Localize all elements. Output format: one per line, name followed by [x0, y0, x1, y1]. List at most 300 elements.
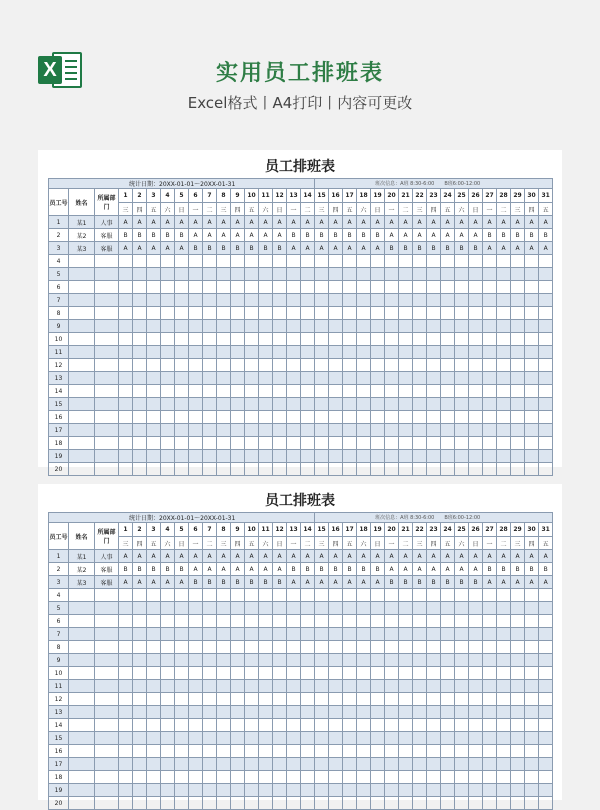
empty-cell[interactable] [203, 745, 217, 758]
shift-cell[interactable]: A [427, 216, 441, 229]
empty-cell[interactable] [259, 589, 273, 602]
empty-cell[interactable] [469, 281, 483, 294]
shift-cell[interactable]: A [119, 242, 133, 255]
empty-cell[interactable] [245, 706, 259, 719]
empty-cell[interactable] [399, 680, 413, 693]
empty-cell[interactable] [385, 463, 399, 476]
empty-cell[interactable] [385, 706, 399, 719]
empty-cell[interactable] [413, 706, 427, 719]
shift-cell[interactable]: A [133, 216, 147, 229]
empty-cell[interactable] [483, 784, 497, 797]
shift-cell[interactable]: B [511, 563, 525, 576]
empty-cell[interactable] [203, 732, 217, 745]
empty-cell[interactable] [329, 372, 343, 385]
empty-cell[interactable] [119, 784, 133, 797]
empty-cell[interactable] [413, 346, 427, 359]
empty-cell[interactable] [161, 307, 175, 320]
empty-cell[interactable] [371, 268, 385, 281]
empty-cell[interactable] [69, 667, 95, 680]
empty-cell[interactable] [469, 346, 483, 359]
empty-cell[interactable] [217, 602, 231, 615]
empty-cell[interactable] [95, 654, 119, 667]
empty-cell[interactable] [399, 268, 413, 281]
empty-cell[interactable] [245, 333, 259, 346]
empty-cell[interactable] [273, 797, 287, 810]
empty-cell[interactable] [455, 667, 469, 680]
shift-cell[interactable]: B [413, 242, 427, 255]
empty-cell[interactable] [273, 784, 287, 797]
empty-cell[interactable] [427, 732, 441, 745]
empty-cell[interactable] [413, 268, 427, 281]
empty-cell[interactable] [483, 255, 497, 268]
empty-cell[interactable] [399, 294, 413, 307]
empty-cell[interactable] [441, 771, 455, 784]
shift-cell[interactable]: B [399, 242, 413, 255]
empty-cell[interactable] [231, 589, 245, 602]
empty-cell[interactable] [427, 281, 441, 294]
empty-cell[interactable] [455, 797, 469, 810]
empty-cell[interactable] [189, 732, 203, 745]
empty-cell[interactable] [525, 667, 539, 680]
empty-cell[interactable] [231, 732, 245, 745]
empty-cell[interactable] [217, 346, 231, 359]
empty-cell[interactable] [119, 706, 133, 719]
empty-cell[interactable] [385, 667, 399, 680]
empty-cell[interactable] [399, 333, 413, 346]
empty-cell[interactable] [469, 615, 483, 628]
empty-cell[interactable] [259, 307, 273, 320]
empty-cell[interactable] [301, 654, 315, 667]
empty-cell[interactable] [161, 411, 175, 424]
empty-cell[interactable] [301, 797, 315, 810]
empty-cell[interactable] [497, 320, 511, 333]
empty-cell[interactable] [511, 437, 525, 450]
empty-cell[interactable] [189, 346, 203, 359]
shift-cell[interactable]: A [231, 563, 245, 576]
empty-cell[interactable] [217, 450, 231, 463]
empty-cell[interactable] [539, 307, 553, 320]
shift-cell[interactable]: B [119, 229, 133, 242]
shift-cell[interactable]: B [231, 242, 245, 255]
empty-cell[interactable] [133, 732, 147, 745]
empty-cell[interactable] [119, 294, 133, 307]
empty-cell[interactable] [511, 320, 525, 333]
empty-cell[interactable] [525, 333, 539, 346]
empty-cell[interactable] [497, 602, 511, 615]
empty-cell[interactable] [511, 424, 525, 437]
shift-cell[interactable]: A [483, 216, 497, 229]
empty-cell[interactable] [133, 346, 147, 359]
empty-cell[interactable] [217, 281, 231, 294]
empty-cell[interactable] [525, 320, 539, 333]
shift-cell[interactable]: B [539, 563, 553, 576]
empty-cell[interactable] [147, 628, 161, 641]
empty-cell[interactable] [231, 680, 245, 693]
empty-cell[interactable] [259, 719, 273, 732]
empty-cell[interactable] [133, 706, 147, 719]
empty-cell[interactable] [441, 615, 455, 628]
empty-cell[interactable] [511, 359, 525, 372]
cell-no[interactable]: 7 [49, 294, 69, 307]
empty-cell[interactable] [371, 641, 385, 654]
empty-cell[interactable] [427, 385, 441, 398]
empty-cell[interactable] [427, 255, 441, 268]
cell-name[interactable]: 某2 [69, 229, 95, 242]
empty-cell[interactable] [525, 463, 539, 476]
empty-cell[interactable] [259, 450, 273, 463]
empty-cell[interactable] [329, 771, 343, 784]
empty-cell[interactable] [427, 346, 441, 359]
shift-cell[interactable]: A [441, 216, 455, 229]
empty-cell[interactable] [427, 706, 441, 719]
shift-cell[interactable]: A [455, 229, 469, 242]
empty-cell[interactable] [427, 641, 441, 654]
empty-cell[interactable] [119, 667, 133, 680]
empty-cell[interactable] [175, 680, 189, 693]
empty-cell[interactable] [525, 745, 539, 758]
shift-cell[interactable]: A [245, 216, 259, 229]
shift-cell[interactable]: B [301, 563, 315, 576]
empty-cell[interactable] [329, 320, 343, 333]
empty-cell[interactable] [497, 294, 511, 307]
cell-no[interactable]: 13 [49, 372, 69, 385]
empty-cell[interactable] [399, 693, 413, 706]
empty-cell[interactable] [539, 281, 553, 294]
empty-cell[interactable] [161, 745, 175, 758]
cell-no[interactable]: 18 [49, 437, 69, 450]
empty-cell[interactable] [119, 771, 133, 784]
empty-cell[interactable] [315, 641, 329, 654]
empty-cell[interactable] [273, 719, 287, 732]
empty-cell[interactable] [343, 771, 357, 784]
empty-cell[interactable] [427, 424, 441, 437]
empty-cell[interactable] [371, 706, 385, 719]
empty-cell[interactable] [231, 346, 245, 359]
empty-cell[interactable] [119, 745, 133, 758]
empty-cell[interactable] [357, 424, 371, 437]
empty-cell[interactable] [273, 320, 287, 333]
empty-cell[interactable] [357, 307, 371, 320]
empty-cell[interactable] [119, 398, 133, 411]
empty-cell[interactable] [161, 706, 175, 719]
empty-cell[interactable] [217, 693, 231, 706]
empty-cell[interactable] [371, 294, 385, 307]
empty-cell[interactable] [287, 294, 301, 307]
empty-cell[interactable] [119, 307, 133, 320]
empty-cell[interactable] [95, 602, 119, 615]
empty-cell[interactable] [315, 294, 329, 307]
shift-cell[interactable]: A [413, 229, 427, 242]
shift-cell[interactable]: B [483, 563, 497, 576]
empty-cell[interactable] [203, 359, 217, 372]
empty-cell[interactable] [147, 641, 161, 654]
empty-cell[interactable] [525, 398, 539, 411]
cell-no[interactable]: 8 [49, 307, 69, 320]
empty-cell[interactable] [95, 255, 119, 268]
empty-cell[interactable] [301, 385, 315, 398]
empty-cell[interactable] [343, 424, 357, 437]
empty-cell[interactable] [315, 320, 329, 333]
empty-cell[interactable] [357, 667, 371, 680]
empty-cell[interactable] [287, 346, 301, 359]
empty-cell[interactable] [371, 589, 385, 602]
empty-cell[interactable] [245, 268, 259, 281]
empty-cell[interactable] [539, 320, 553, 333]
empty-cell[interactable] [497, 693, 511, 706]
empty-cell[interactable] [175, 450, 189, 463]
empty-cell[interactable] [287, 693, 301, 706]
empty-cell[interactable] [245, 589, 259, 602]
empty-cell[interactable] [287, 281, 301, 294]
empty-cell[interactable] [343, 333, 357, 346]
shift-cell[interactable]: A [287, 550, 301, 563]
empty-cell[interactable] [175, 615, 189, 628]
empty-cell[interactable] [203, 706, 217, 719]
empty-cell[interactable] [343, 758, 357, 771]
empty-cell[interactable] [315, 307, 329, 320]
empty-cell[interactable] [525, 732, 539, 745]
shift-cell[interactable]: A [469, 550, 483, 563]
empty-cell[interactable] [455, 333, 469, 346]
shift-cell[interactable]: B [441, 242, 455, 255]
empty-cell[interactable] [539, 745, 553, 758]
empty-cell[interactable] [287, 602, 301, 615]
empty-cell[interactable] [441, 641, 455, 654]
empty-cell[interactable] [69, 680, 95, 693]
cell-no[interactable]: 12 [49, 693, 69, 706]
cell-no[interactable]: 10 [49, 667, 69, 680]
empty-cell[interactable] [273, 771, 287, 784]
shift-cell[interactable]: B [329, 563, 343, 576]
empty-cell[interactable] [175, 693, 189, 706]
empty-cell[interactable] [189, 450, 203, 463]
empty-cell[interactable] [231, 281, 245, 294]
empty-cell[interactable] [413, 372, 427, 385]
shift-cell[interactable]: A [497, 576, 511, 589]
empty-cell[interactable] [427, 615, 441, 628]
empty-cell[interactable] [357, 628, 371, 641]
empty-cell[interactable] [483, 333, 497, 346]
empty-cell[interactable] [259, 784, 273, 797]
empty-cell[interactable] [203, 346, 217, 359]
shift-cell[interactable]: B [455, 242, 469, 255]
empty-cell[interactable] [231, 398, 245, 411]
shift-cell[interactable]: B [119, 563, 133, 576]
shift-cell[interactable]: B [357, 229, 371, 242]
empty-cell[interactable] [315, 797, 329, 810]
empty-cell[interactable] [231, 719, 245, 732]
empty-cell[interactable] [469, 411, 483, 424]
empty-cell[interactable] [231, 602, 245, 615]
empty-cell[interactable] [329, 398, 343, 411]
empty-cell[interactable] [315, 385, 329, 398]
empty-cell[interactable] [95, 268, 119, 281]
empty-cell[interactable] [287, 307, 301, 320]
empty-cell[interactable] [525, 654, 539, 667]
empty-cell[interactable] [231, 615, 245, 628]
empty-cell[interactable] [161, 268, 175, 281]
empty-cell[interactable] [95, 333, 119, 346]
empty-cell[interactable] [455, 450, 469, 463]
empty-cell[interactable] [245, 615, 259, 628]
shift-cell[interactable]: A [217, 550, 231, 563]
empty-cell[interactable] [539, 771, 553, 784]
empty-cell[interactable] [455, 320, 469, 333]
shift-cell[interactable]: A [413, 550, 427, 563]
empty-cell[interactable] [273, 385, 287, 398]
empty-cell[interactable] [343, 693, 357, 706]
empty-cell[interactable] [497, 424, 511, 437]
empty-cell[interactable] [497, 411, 511, 424]
empty-cell[interactable] [483, 385, 497, 398]
empty-cell[interactable] [133, 463, 147, 476]
cell-dept[interactable]: 客服 [95, 229, 119, 242]
empty-cell[interactable] [161, 797, 175, 810]
shift-cell[interactable]: A [259, 229, 273, 242]
empty-cell[interactable] [371, 784, 385, 797]
empty-cell[interactable] [511, 732, 525, 745]
empty-cell[interactable] [287, 654, 301, 667]
empty-cell[interactable] [175, 281, 189, 294]
empty-cell[interactable] [329, 385, 343, 398]
empty-cell[interactable] [413, 797, 427, 810]
empty-cell[interactable] [525, 615, 539, 628]
empty-cell[interactable] [371, 320, 385, 333]
empty-cell[interactable] [399, 255, 413, 268]
empty-cell[interactable] [371, 411, 385, 424]
empty-cell[interactable] [69, 255, 95, 268]
empty-cell[interactable] [469, 320, 483, 333]
empty-cell[interactable] [69, 719, 95, 732]
empty-cell[interactable] [399, 771, 413, 784]
empty-cell[interactable] [539, 693, 553, 706]
shift-cell[interactable]: A [343, 550, 357, 563]
empty-cell[interactable] [413, 437, 427, 450]
empty-cell[interactable] [427, 268, 441, 281]
empty-cell[interactable] [147, 372, 161, 385]
empty-cell[interactable] [189, 281, 203, 294]
cell-no[interactable]: 17 [49, 758, 69, 771]
empty-cell[interactable] [287, 706, 301, 719]
empty-cell[interactable] [455, 758, 469, 771]
empty-cell[interactable] [301, 784, 315, 797]
empty-cell[interactable] [385, 719, 399, 732]
empty-cell[interactable] [357, 732, 371, 745]
empty-cell[interactable] [413, 320, 427, 333]
empty-cell[interactable] [399, 372, 413, 385]
empty-cell[interactable] [69, 359, 95, 372]
empty-cell[interactable] [119, 680, 133, 693]
empty-cell[interactable] [497, 385, 511, 398]
empty-cell[interactable] [483, 294, 497, 307]
empty-cell[interactable] [511, 628, 525, 641]
empty-cell[interactable] [69, 346, 95, 359]
empty-cell[interactable] [357, 294, 371, 307]
empty-cell[interactable] [203, 758, 217, 771]
empty-cell[interactable] [231, 372, 245, 385]
empty-cell[interactable] [259, 615, 273, 628]
empty-cell[interactable] [357, 589, 371, 602]
empty-cell[interactable] [385, 693, 399, 706]
empty-cell[interactable] [189, 385, 203, 398]
empty-cell[interactable] [315, 359, 329, 372]
cell-no[interactable]: 1 [49, 550, 69, 563]
empty-cell[interactable] [245, 307, 259, 320]
empty-cell[interactable] [427, 771, 441, 784]
empty-cell[interactable] [95, 450, 119, 463]
empty-cell[interactable] [273, 424, 287, 437]
empty-cell[interactable] [95, 693, 119, 706]
empty-cell[interactable] [175, 771, 189, 784]
empty-cell[interactable] [69, 333, 95, 346]
empty-cell[interactable] [119, 437, 133, 450]
empty-cell[interactable] [343, 732, 357, 745]
empty-cell[interactable] [357, 758, 371, 771]
shift-cell[interactable]: B [273, 242, 287, 255]
empty-cell[interactable] [357, 719, 371, 732]
empty-cell[interactable] [329, 589, 343, 602]
empty-cell[interactable] [399, 463, 413, 476]
empty-cell[interactable] [329, 424, 343, 437]
cell-no[interactable]: 19 [49, 784, 69, 797]
empty-cell[interactable] [133, 359, 147, 372]
empty-cell[interactable] [441, 450, 455, 463]
shift-cell[interactable]: B [245, 242, 259, 255]
empty-cell[interactable] [217, 745, 231, 758]
empty-cell[interactable] [371, 385, 385, 398]
empty-cell[interactable] [525, 255, 539, 268]
empty-cell[interactable] [175, 411, 189, 424]
empty-cell[interactable] [413, 359, 427, 372]
empty-cell[interactable] [441, 693, 455, 706]
empty-cell[interactable] [119, 333, 133, 346]
empty-cell[interactable] [343, 255, 357, 268]
shift-cell[interactable]: B [371, 563, 385, 576]
empty-cell[interactable] [203, 693, 217, 706]
shift-cell[interactable]: B [539, 229, 553, 242]
empty-cell[interactable] [119, 268, 133, 281]
empty-cell[interactable] [357, 359, 371, 372]
empty-cell[interactable] [385, 294, 399, 307]
shift-cell[interactable]: A [273, 563, 287, 576]
empty-cell[interactable] [539, 589, 553, 602]
empty-cell[interactable] [413, 463, 427, 476]
empty-cell[interactable] [203, 719, 217, 732]
empty-cell[interactable] [133, 784, 147, 797]
empty-cell[interactable] [287, 398, 301, 411]
empty-cell[interactable] [413, 398, 427, 411]
empty-cell[interactable] [175, 255, 189, 268]
empty-cell[interactable] [133, 268, 147, 281]
cell-name[interactable]: 某3 [69, 576, 95, 589]
cell-no[interactable]: 14 [49, 719, 69, 732]
empty-cell[interactable] [133, 745, 147, 758]
empty-cell[interactable] [539, 463, 553, 476]
shift-cell[interactable]: A [385, 229, 399, 242]
empty-cell[interactable] [203, 641, 217, 654]
empty-cell[interactable] [301, 628, 315, 641]
empty-cell[interactable] [147, 719, 161, 732]
empty-cell[interactable] [273, 654, 287, 667]
cell-no[interactable]: 8 [49, 641, 69, 654]
shift-cell[interactable]: A [343, 216, 357, 229]
empty-cell[interactable] [385, 771, 399, 784]
empty-cell[interactable] [525, 294, 539, 307]
shift-cell[interactable]: A [245, 550, 259, 563]
empty-cell[interactable] [147, 784, 161, 797]
empty-cell[interactable] [175, 602, 189, 615]
empty-cell[interactable] [95, 398, 119, 411]
